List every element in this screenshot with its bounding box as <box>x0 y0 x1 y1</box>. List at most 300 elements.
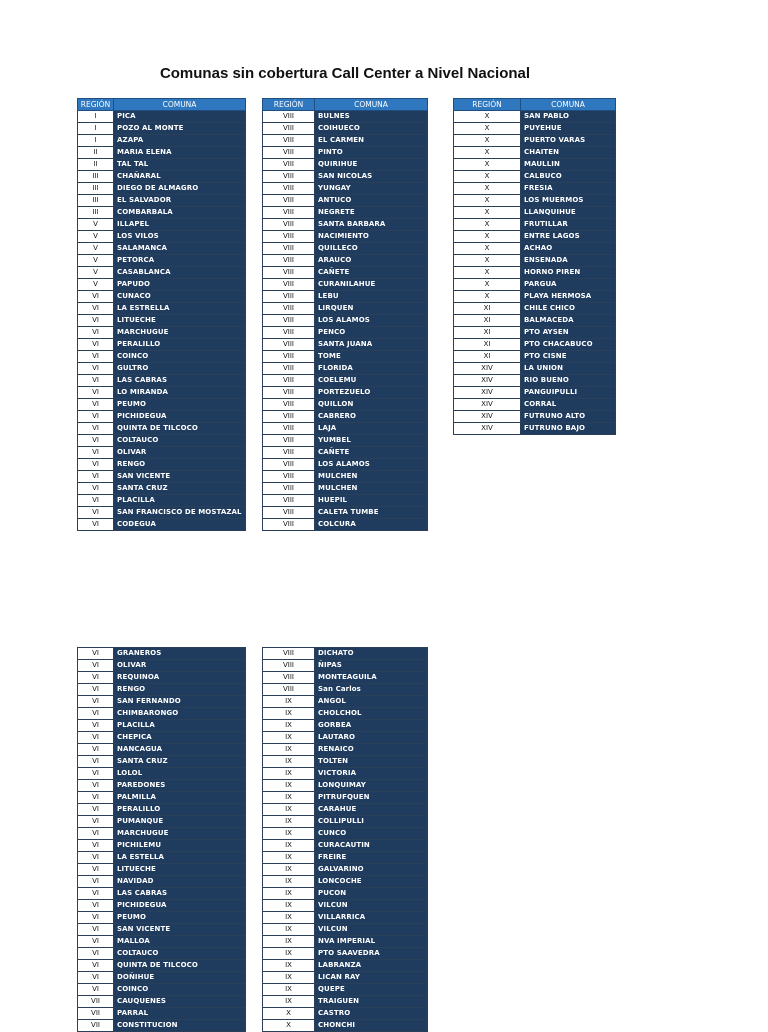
table-row <box>78 960 246 972</box>
table-row <box>78 315 246 327</box>
table-row <box>78 888 246 900</box>
region-cell: VIII <box>263 339 315 351</box>
table-row <box>263 708 428 720</box>
region-cell: IX <box>263 804 315 816</box>
region-cell: X <box>454 147 521 159</box>
region-cell: XIV <box>454 387 521 399</box>
table-row <box>263 243 428 255</box>
comuna-cell: PUMANQUE <box>114 816 246 828</box>
region-cell: VIII <box>263 291 315 303</box>
region-cell: III <box>78 207 114 219</box>
comuna-cell: SAN NICOLAS <box>315 171 428 183</box>
region-cell: VI <box>78 720 114 732</box>
region-cell: VI <box>78 447 114 459</box>
region-cell: IX <box>263 768 315 780</box>
comuna-cell: SALAMANCA <box>114 243 246 255</box>
region-cell: VIII <box>263 327 315 339</box>
table-row <box>263 159 428 171</box>
table-row <box>263 780 428 792</box>
table-row <box>454 183 616 195</box>
comuna-cell: NACIMIENTO <box>315 231 428 243</box>
region-cell: VI <box>78 696 114 708</box>
region-cell: VIII <box>263 195 315 207</box>
region-cell: II <box>78 159 114 171</box>
table-row <box>263 1020 428 1032</box>
table-row <box>263 960 428 972</box>
table-row <box>263 996 428 1008</box>
table-row <box>454 387 616 399</box>
table-row <box>263 315 428 327</box>
region-cell: XIV <box>454 363 521 375</box>
comuna-cell: ANGOL <box>315 696 428 708</box>
comuna-cell: LA ESTELLA <box>114 852 246 864</box>
comuna-cell: MALLOA <box>114 936 246 948</box>
comuna-cell: COLLIPULLI <box>315 816 428 828</box>
table-row <box>263 672 428 684</box>
region-cell: X <box>454 171 521 183</box>
region-cell: XIV <box>454 411 521 423</box>
region-cell: I <box>78 123 114 135</box>
comuna-cell: CURACAUTIN <box>315 840 428 852</box>
table-row <box>263 972 428 984</box>
region-cell: VI <box>78 948 114 960</box>
region-cell: VIII <box>263 255 315 267</box>
comuna-cell: TOME <box>315 351 428 363</box>
comuna-cell: CHAÑARAL <box>114 171 246 183</box>
region-cell: VI <box>78 852 114 864</box>
table-row <box>78 351 246 363</box>
comuna-cell: LAS CABRAS <box>114 375 246 387</box>
comuna-cell: RENGO <box>114 684 246 696</box>
comuna-cell: NANCAGUA <box>114 744 246 756</box>
region-cell: IX <box>263 708 315 720</box>
region-column-header: REGIÓN <box>78 99 114 111</box>
region-cell: XI <box>454 351 521 363</box>
comuna-cell: COMBARBALA <box>114 207 246 219</box>
region-cell: X <box>454 255 521 267</box>
table-row <box>263 171 428 183</box>
region-cell: III <box>78 183 114 195</box>
comuna-cell: COLTAUCO <box>114 435 246 447</box>
comuna-cell: LICAN RAY <box>315 972 428 984</box>
region-cell: VI <box>78 351 114 363</box>
comuna-cell: PUERTO VARAS <box>521 135 616 147</box>
comuna-cell: LOS ALAMOS <box>315 459 428 471</box>
table-row <box>78 207 246 219</box>
region-cell: X <box>454 267 521 279</box>
region-cell: IX <box>263 876 315 888</box>
table-row <box>78 876 246 888</box>
region-cell: VIII <box>263 171 315 183</box>
region-cell: IX <box>263 780 315 792</box>
region-cell: VI <box>78 519 114 531</box>
table-row <box>78 459 246 471</box>
comuna-cell: PUCON <box>315 888 428 900</box>
table-row <box>454 399 616 411</box>
table-row <box>454 123 616 135</box>
comuna-cell: COIHUECO <box>315 123 428 135</box>
table-row <box>78 435 246 447</box>
table-row <box>78 303 246 315</box>
comuna-cell: SANTA BARBARA <box>315 219 428 231</box>
table-row <box>263 135 428 147</box>
table-row <box>454 231 616 243</box>
region-cell: VI <box>78 423 114 435</box>
comuna-cell: QUEPE <box>315 984 428 996</box>
table-row <box>78 768 246 780</box>
region-cell: X <box>454 291 521 303</box>
table-row <box>78 123 246 135</box>
table-row <box>78 756 246 768</box>
table-row <box>78 159 246 171</box>
region-cell: V <box>78 279 114 291</box>
table-row <box>78 483 246 495</box>
comuna-cell: LEBU <box>315 291 428 303</box>
region-cell: VIII <box>263 243 315 255</box>
region-cell: VIII <box>263 375 315 387</box>
table-row <box>263 303 428 315</box>
table-row <box>78 720 246 732</box>
comuna-cell: SAN FRANCISCO DE MOSTAZAL <box>114 507 246 519</box>
region-cell: XIV <box>454 375 521 387</box>
comuna-cell: PALMILLA <box>114 792 246 804</box>
region-cell: IX <box>263 756 315 768</box>
region-cell: IX <box>263 852 315 864</box>
table-header-row <box>263 99 428 111</box>
region-cell: X <box>454 183 521 195</box>
table-row <box>78 648 246 660</box>
comuna-cell: CALBUCO <box>521 171 616 183</box>
region-cell: VI <box>78 900 114 912</box>
comuna-cell: VILCUN <box>315 900 428 912</box>
table-row <box>263 876 428 888</box>
region-cell: VI <box>78 303 114 315</box>
region-column-header: REGIÓN <box>263 99 315 111</box>
comuna-cell: LAUTARO <box>315 732 428 744</box>
comuna-cell: HUEPIL <box>315 495 428 507</box>
region-cell: VI <box>78 756 114 768</box>
table-row <box>263 399 428 411</box>
comuna-cell: San Carlos <box>315 684 428 696</box>
comuna-cell: MULCHEN <box>315 483 428 495</box>
table-row <box>263 111 428 123</box>
table-row <box>263 1008 428 1020</box>
table-row <box>263 267 428 279</box>
comuna-cell: MAULLIN <box>521 159 616 171</box>
table-row <box>78 1020 246 1032</box>
comuna-cell: SANTA CRUZ <box>114 483 246 495</box>
region-cell: VI <box>78 375 114 387</box>
comuna-cell: POZO AL MONTE <box>114 123 246 135</box>
table-row <box>78 684 246 696</box>
region-cell: VI <box>78 732 114 744</box>
region-cell: X <box>454 279 521 291</box>
table-row <box>454 147 616 159</box>
table-row <box>78 411 246 423</box>
comuna-cell: PUYEHUE <box>521 123 616 135</box>
region-cell: VIII <box>263 123 315 135</box>
region-cell: XI <box>454 315 521 327</box>
comuna-cell: CONSTITUCION <box>114 1020 246 1032</box>
comuna-cell: LA UNION <box>521 363 616 375</box>
table-row <box>454 339 616 351</box>
comuna-cell: SANTA CRUZ <box>114 756 246 768</box>
comuna-cell: GORBEA <box>315 720 428 732</box>
table-row <box>263 207 428 219</box>
table-row <box>454 255 616 267</box>
table-row <box>78 327 246 339</box>
comuna-cell: CURANILAHUE <box>315 279 428 291</box>
comunas-table-1 <box>77 98 246 531</box>
table-row <box>263 411 428 423</box>
comuna-cell: GALVARINO <box>315 864 428 876</box>
comuna-cell: NVA IMPERIAL <box>315 936 428 948</box>
comuna-cell: QUINTA DE TILCOCO <box>114 960 246 972</box>
comuna-cell: QUINTA DE TILCOCO <box>114 423 246 435</box>
region-cell: VI <box>78 660 114 672</box>
region-cell: VI <box>78 828 114 840</box>
comuna-cell: PAREDONES <box>114 780 246 792</box>
comuna-cell: ILLAPEL <box>114 219 246 231</box>
table-row <box>263 123 428 135</box>
comunas-table-3 <box>453 98 616 435</box>
comuna-cell: FRUTILLAR <box>521 219 616 231</box>
region-cell: VIII <box>263 219 315 231</box>
region-cell: VIII <box>263 648 315 660</box>
region-cell: VI <box>78 876 114 888</box>
comuna-cell: TOLTEN <box>315 756 428 768</box>
region-cell: VI <box>78 648 114 660</box>
table-row <box>263 756 428 768</box>
region-cell: VI <box>78 936 114 948</box>
table-row <box>78 387 246 399</box>
region-cell: X <box>454 135 521 147</box>
region-cell: VI <box>78 684 114 696</box>
comuna-cell: LLANQUIHUE <box>521 207 616 219</box>
comuna-column-header: COMUNA <box>315 99 428 111</box>
region-cell: III <box>78 195 114 207</box>
comuna-cell: SAN PABLO <box>521 111 616 123</box>
region-cell: XIV <box>454 423 521 435</box>
table-row <box>263 459 428 471</box>
comuna-cell: CHOLCHOL <box>315 708 428 720</box>
comuna-cell: COELEMU <box>315 375 428 387</box>
table-row <box>263 495 428 507</box>
comuna-cell: YUNGAY <box>315 183 428 195</box>
comuna-cell: CARAHUE <box>315 804 428 816</box>
table-row <box>263 792 428 804</box>
table-row <box>454 219 616 231</box>
comuna-cell: DICHATO <box>315 648 428 660</box>
region-cell: VIII <box>263 147 315 159</box>
region-cell: VI <box>78 363 114 375</box>
comuna-cell: CORRAL <box>521 399 616 411</box>
table-row <box>454 315 616 327</box>
region-cell: III <box>78 171 114 183</box>
comuna-cell: PERALILLO <box>114 339 246 351</box>
region-cell: IX <box>263 900 315 912</box>
table-row <box>78 936 246 948</box>
table-row <box>263 684 428 696</box>
comuna-cell: OLIVAR <box>114 447 246 459</box>
comuna-cell: VILLARRICA <box>315 912 428 924</box>
table-row <box>263 828 428 840</box>
region-cell: IX <box>263 960 315 972</box>
table-row <box>78 792 246 804</box>
page-title: Comunas sin cobertura Call Center a Nivel Nacional <box>159 65 531 82</box>
region-cell: VIII <box>263 135 315 147</box>
comuna-cell: ACHAO <box>521 243 616 255</box>
region-cell: VIII <box>263 447 315 459</box>
region-cell: VI <box>78 984 114 996</box>
region-cell: VIII <box>263 483 315 495</box>
comuna-cell: PEUMO <box>114 399 246 411</box>
comuna-cell: TAL TAL <box>114 159 246 171</box>
comunas-table-5 <box>262 647 428 1032</box>
comuna-cell: PENCO <box>315 327 428 339</box>
region-cell: VI <box>78 960 114 972</box>
table-row <box>78 171 246 183</box>
table-row <box>263 231 428 243</box>
region-cell: VI <box>78 972 114 984</box>
comuna-cell: SAN FERNANDO <box>114 696 246 708</box>
table-row <box>263 660 428 672</box>
region-cell: VIII <box>263 279 315 291</box>
region-cell: IX <box>263 816 315 828</box>
table-row <box>263 852 428 864</box>
table-row <box>263 351 428 363</box>
region-cell: VIII <box>263 303 315 315</box>
table-row <box>454 303 616 315</box>
region-cell: IX <box>263 948 315 960</box>
region-cell: VI <box>78 507 114 519</box>
table-row <box>454 327 616 339</box>
comuna-cell: ENSENADA <box>521 255 616 267</box>
region-cell: VI <box>78 804 114 816</box>
table-row <box>454 243 616 255</box>
region-cell: IX <box>263 792 315 804</box>
region-cell: VII <box>78 996 114 1008</box>
region-cell: VIII <box>263 267 315 279</box>
region-cell: X <box>454 159 521 171</box>
table-row <box>78 291 246 303</box>
table-row <box>263 888 428 900</box>
comuna-cell: DIEGO DE ALMAGRO <box>114 183 246 195</box>
table-row <box>78 243 246 255</box>
region-cell: IX <box>263 912 315 924</box>
comuna-cell: MONTEAGUILA <box>315 672 428 684</box>
table-row <box>263 768 428 780</box>
comuna-cell: MARCHUGUE <box>114 828 246 840</box>
region-cell: X <box>454 231 521 243</box>
region-cell: VI <box>78 816 114 828</box>
comuna-cell: EL SALVADOR <box>114 195 246 207</box>
region-cell: IX <box>263 924 315 936</box>
comuna-cell: CHEPICA <box>114 732 246 744</box>
region-cell: VI <box>78 327 114 339</box>
table-row <box>263 816 428 828</box>
region-cell: VII <box>78 1020 114 1032</box>
table-row <box>78 816 246 828</box>
comuna-cell: MULCHEN <box>315 471 428 483</box>
comuna-cell: FUTRUNO ALTO <box>521 411 616 423</box>
region-cell: VIII <box>263 231 315 243</box>
table-row <box>263 291 428 303</box>
table-row <box>454 423 616 435</box>
table-row <box>263 219 428 231</box>
region-cell: VI <box>78 888 114 900</box>
table-row <box>263 948 428 960</box>
comuna-cell: FUTRUNO BAJO <box>521 423 616 435</box>
comuna-cell: ÑIPAS <box>315 660 428 672</box>
region-cell: VIII <box>263 519 315 531</box>
table-row <box>78 183 246 195</box>
comuna-cell: PTO CHACABUCO <box>521 339 616 351</box>
table-row <box>78 423 246 435</box>
region-cell: VI <box>78 840 114 852</box>
table-header-row <box>78 99 246 111</box>
table-row <box>454 111 616 123</box>
table-row <box>263 720 428 732</box>
region-cell: VI <box>78 924 114 936</box>
region-cell: VIII <box>263 435 315 447</box>
comuna-cell: CHILE CHICO <box>521 303 616 315</box>
comuna-cell: BALMACEDA <box>521 315 616 327</box>
comuna-cell: VILCUN <box>315 924 428 936</box>
table-row <box>263 339 428 351</box>
comuna-cell: PINTO <box>315 147 428 159</box>
region-cell: VI <box>78 864 114 876</box>
table-row <box>263 744 428 756</box>
region-cell: VIII <box>263 459 315 471</box>
comuna-cell: LABRANZA <box>315 960 428 972</box>
comuna-cell: RENGO <box>114 459 246 471</box>
comuna-cell: YUMBEL <box>315 435 428 447</box>
comuna-cell: PTO CISNE <box>521 351 616 363</box>
region-cell: X <box>454 207 521 219</box>
comuna-cell: PANGUIPULLI <box>521 387 616 399</box>
table-row <box>78 972 246 984</box>
comuna-cell: LA ESTRELLA <box>114 303 246 315</box>
table-row <box>263 648 428 660</box>
table-row <box>78 195 246 207</box>
region-cell: VIII <box>263 684 315 696</box>
region-cell: IX <box>263 840 315 852</box>
table-row <box>78 660 246 672</box>
table-row <box>78 219 246 231</box>
region-cell: V <box>78 243 114 255</box>
region-cell: IX <box>263 996 315 1008</box>
region-cell: VIII <box>263 411 315 423</box>
table-row <box>263 279 428 291</box>
region-cell: I <box>78 111 114 123</box>
comuna-cell: LAJA <box>315 423 428 435</box>
table-row <box>78 780 246 792</box>
comuna-cell: TRAIGUEN <box>315 996 428 1008</box>
region-cell: VII <box>78 1008 114 1020</box>
comuna-cell: PARRAL <box>114 1008 246 1020</box>
comuna-cell: QUILLECO <box>315 243 428 255</box>
region-cell: VI <box>78 768 114 780</box>
region-cell: VIII <box>263 111 315 123</box>
region-cell: VI <box>78 339 114 351</box>
comuna-cell: LIRQUEN <box>315 303 428 315</box>
comuna-cell: CUNCO <box>315 828 428 840</box>
table-row <box>78 363 246 375</box>
region-cell: VIII <box>263 315 315 327</box>
comuna-cell: LOLOL <box>114 768 246 780</box>
comuna-cell: CAUQUENES <box>114 996 246 1008</box>
